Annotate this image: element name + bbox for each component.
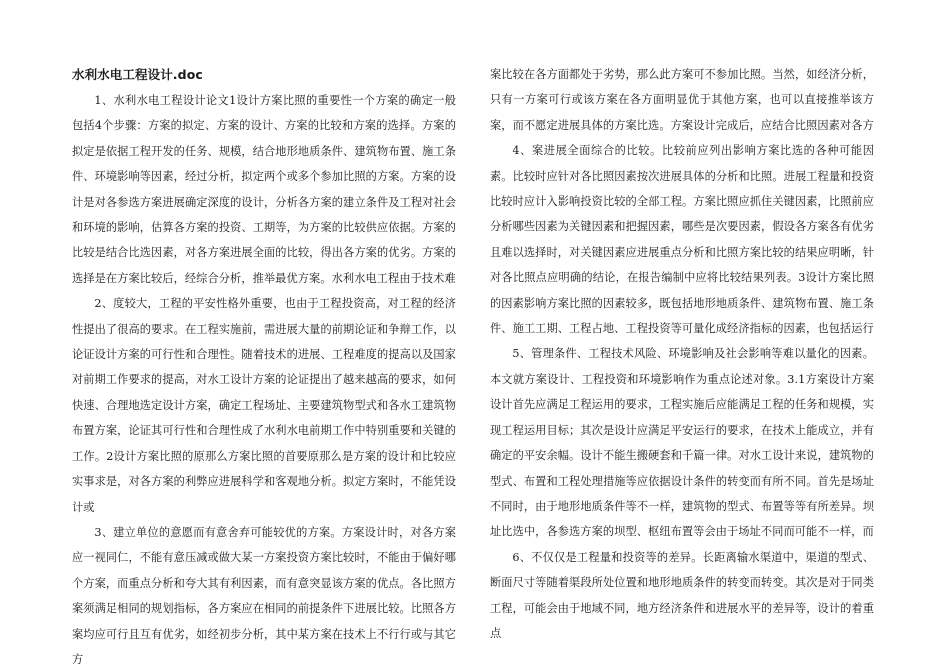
right-column — [490, 62, 874, 646]
paragraph-3: 3、建立单位的意愿而有意舍弃可能较优的方案。方案设计时，对各方案应一视同仁，不能有意压减或做大某一方案投资方案比较时，不能由于偏好哪个方案，而重点分析和夸大其有利因素，而有意突显该方案的优点。各比照方案须满足相同的规划指标，各方案应在相同的前提条件下进展比较。比照各方案均应可行且互有优劣，如经初步分析，其中某方案在技术上不行行或与其它方 — [72, 525, 456, 666]
paragraph-6: 6、不仅仅是工程量和投资等的差异。长距离输水渠道中，渠道的型式、断面尺寸等随着渠段所处位置和地形地质条件的转变而转变。其次是对于同类工程，可能会由于地域不同，地方经济条件和进展水平的差异等，设计的着重点 — [490, 550, 874, 640]
paragraph-1: 1、水利水电工程设计论文1设计方案比照的重要性一个方案的确定一般包括4个步骤：方案的拟定、方案的设计、方案的比较和方案的选择。方案的拟定是依据工程开发的任务、规模，结合地形地质条件、建筑物布置、施工条件、环境影响等因素，经过分析，拟定两个或多个参加比照的方案。方案的设计是对各参选方案进展确定深度的设计，分析各方案的建立条件及工程对社会和环境的影响，估算各方案的投资、工期等，为方案的比较供应依据。方案的比较是结合比选因素，对各方案进展全面的比较，得出各方案的优劣。方案的选择是在方案比较后，经综合分析，推举最优方案。水利水电工程由于技术难 — [72, 94, 456, 285]
paragraph-5: 5、管理条件、工程技术风险、环境影响及社会影响等难以量化的因素。本文就方案设计、工程投资和环境影响作为重点论述对象。3.1方案设计方案设计首先应满足工程运用的要求，工程实施后应能满足工程的任务和规模，实现工程运用目标；其次是设计应满足平安运行的要求，在技术上能成立，并有确定的平安余幅。设计不能生搬硬套和千篇一律。对水工设计来说，建筑物的型式、布置和工程处理措施等应依据设计条件的转变而有所不同。首先是场址不同时，由于地形地质条件等不一样，建筑物的型式、布置等等有所差异。坝址比选中，各参选方案的坝型、枢纽布置等会由于场址不同而可能不一样，而 — [490, 347, 874, 539]
paragraph-4: 4、案进展全面综合的比较。比较前应列出影响方案比选的各种可能因素。比较时应针对各比照因素按次进展具体的分析和比照。进展工程量和投资比较时应计入影响投资比较的全部工程。方案比照应抓住关键因素，比照前应分析哪些因素为关键因素和把握因素，哪些是次要因素，假设各方案各有优劣且难以选择时，对关键因素应进展重点分析和比照方案比较的结果应明晰，针对各比照点应明确的结论，在报告编制中应将比较结果列表。3设计方案比照的因素影响方案比照的因素较多，既包括地形地质条件、建筑物布置、施工条件、施工工期、工程占地、工程投资等可量化成经济指标的因素，也包括运行 — [490, 144, 874, 336]
left-column — [72, 62, 456, 672]
paragraph-2: 2、度较大，工程的平安性格外重要，也由于工程投资高，对工程的经济性提出了很高的要求。在工程实施前，需进展大量的前期论证和争辩工作，以论证设计方案的可行性和合理性。随着技术的进展、工程难度的提高以及国家对前期工作要求的提高，对水工设计方案的论证提出了越来越高的要求，如何快速、合理地选定设计方案，确定工程场址、主要建筑物型式和各水工建筑物布置方案，论证其可行性和合理性成了水利水电前期工作中特别重要和关键的工作。2设计方案比照的原那么方案比照的首要原那么是方案的设计和比较应实事求是，对各方案的利弊应进展科学和客观地分析。拟定方案时，不能凭设计或 — [72, 297, 456, 514]
document-title: 水利水电工程设计.doc — [72, 67, 203, 82]
paragraph-3-continued: 案比较在各方面都处于劣势，那么此方案可不参加比照。当然，如经济分析，只有一方案可行或该方案在各方面明显优于其他方案，也可以直接推举该方案，而不愿定进展具体的方案比选。方案设计完成后，应结合比照因素对各方 — [490, 68, 874, 132]
